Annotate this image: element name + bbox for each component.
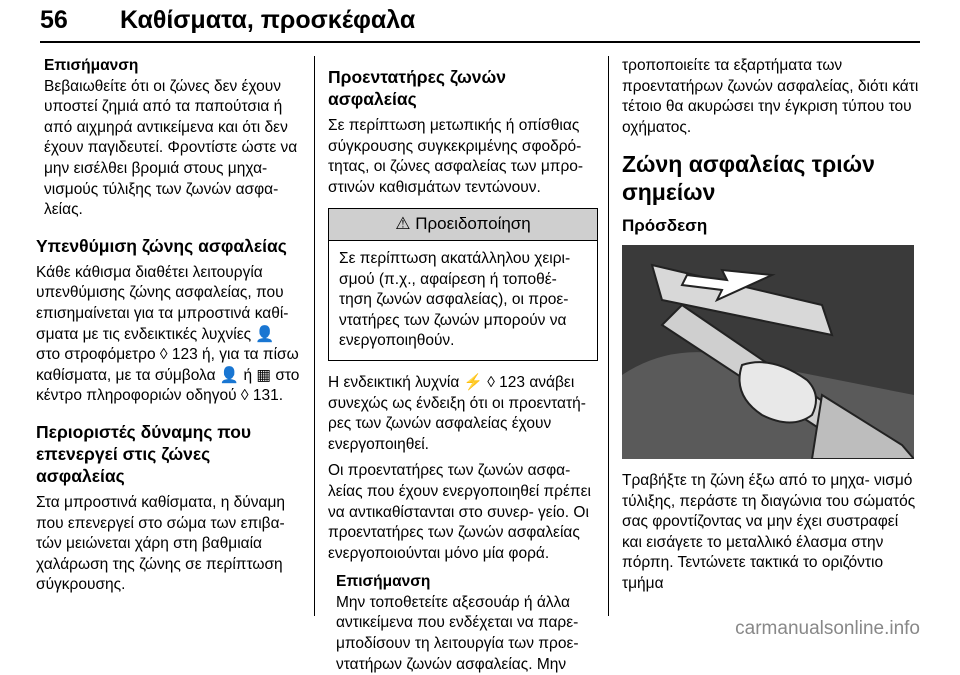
column-divider — [314, 56, 315, 616]
column-1 — [36, 56, 300, 596]
heading-fastening: Πρόσδεση — [622, 216, 708, 236]
warning-text: Σε περίπτωση ακατάλληλου χειρι- σμού (π.χ., αφαίρεση ή τοποθέ- τηση ζωνών ασφαλείας), οι προε- ντατήρες των ζωνών μπορούν να ενεργοποιηθούν. — [339, 249, 571, 350]
seatbelt-illustration — [622, 245, 914, 459]
header-rule — [40, 41, 920, 43]
fastening-text: Τραβήξτε τη ζώνη έξω από το μηχα- νισμό τύλιξης, περάστε τη διαγώνια του σώματός σας φροντίζοντας να μην έχει συστραφεί και εισάγετε το μεταλλικό έλασμα στην πόρπη. Τεντώνετε τακτικά το οριζόντιο τμήμα — [622, 471, 916, 592]
column-2 — [328, 56, 598, 675]
reminder-text: Κάθε κάθισμα διαθέτει λειτουργία υπενθύμισης ζώνης ασφαλείας, που επισημαίνεται για τα μπροστινά καθί- σματα με τις ενδεικτικές λυχνίες 👤 στο στροφόμετρο ◊ 123 ή, για τα πίσω καθίσματα, με τα σύμβολα 👤 ή ▦ στο κέντρο πληροφοριών οδηγού ◊ 131. — [36, 263, 300, 405]
heading-three-point-belt: Ζώνη ασφαλείας τριών σημείων — [622, 151, 875, 206]
warning-title: ⚠ Προειδοποίηση — [329, 209, 597, 241]
page-header — [0, 0, 960, 44]
column-3 — [622, 56, 920, 595]
warning-box — [328, 208, 598, 361]
column-divider — [608, 56, 609, 616]
watermark: carmanualsonline.info — [735, 618, 920, 639]
note-label: Επισήμανση — [336, 573, 431, 591]
seatbelt-drawing — [622, 245, 914, 459]
page-number: 56 — [40, 6, 68, 34]
note-block — [36, 56, 300, 221]
continued-text: τροποποιείτε τα εξαρτήματα των προεντατήρων ζωνών ασφαλείας, διότι κάτι τέτοιο θα ακυρώσει την έγκριση τύπου του οχήματος. — [622, 57, 919, 136]
page-title: Καθίσματα, προσκέφαλα — [120, 6, 416, 34]
lamp-text: Η ενδεικτική λυχνία ⚡ ◊ 123 ανάβει συνεχώς ως ένδειξη ότι οι προεντατή- ρες των ζωνών ασφαλείας έχουν ενεργοποιηθεί. — [328, 373, 586, 453]
note-block — [328, 572, 598, 675]
heading-pretensioners: Προεντατήρες ζωνών ασφαλείας — [328, 67, 506, 109]
pretensioners-text: Σε περίπτωση μετωπικής ή οπίσθιας σύγκρουσης συγκεκριμένης σφοδρό- τητας, οι ζώνες ασφαλείας των μπρο- στινών καθισμάτων τεντώνουν. — [328, 117, 584, 196]
heading-force-limiters: Περιοριστές δύναμης που επενεργεί στις ζώνες ασφαλείας — [36, 421, 252, 486]
replace-text: Οι προεντατήρες των ζωνών ασφα- λείας που έχουν ενεργοποιηθεί πρέπει να αντικαθίστανται στο συνερ- γείο. Οι προεντατήρες των ζωνών ασφαλείας ενεργοποιούνται μόνο μία φορά. — [328, 462, 591, 562]
note-text: Βεβαιωθείτε ότι οι ζώνες δεν έχουν υποστεί ζημιά από τα παπούτσια ή από αιχμηρά αντικείμενα και ότι δεν έχουν παγιδευτεί. Φροντίστε ώστε να μην εισέλθει βρομιά στους μηχα- νισμούς τύλιξης των ζωνών ασφα- λείας. — [44, 77, 298, 219]
limiters-text: Στα μπροστινά καθίσματα, η δύναμη που επενεργεί στο σώμα των επιβα- τών μειώνεται χάρη στη βαθμιαία χαλάρωση της ζώνης σε περίπτωση σύγκρουσης. — [36, 493, 286, 594]
heading-belt-reminder: Υπενθύμιση ζώνης ασφαλείας — [36, 235, 287, 256]
note-label: Επισήμανση — [44, 57, 139, 74]
note-text: Μην τοποθετείτε αξεσουάρ ή άλλα αντικείμενα που ενδέχεται να παρε- μποδίσουν τη λειτουργία των προε- ντατήρων ζωνών ασφαλείας. Μην — [336, 593, 579, 673]
